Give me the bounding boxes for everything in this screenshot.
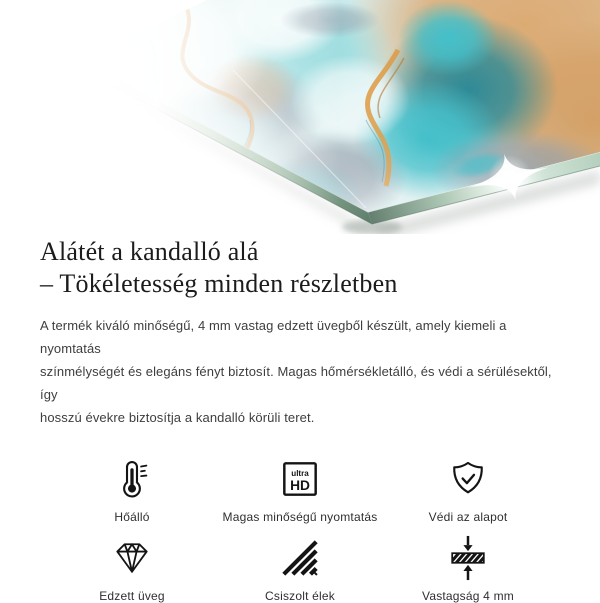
ultra-hd-icon	[281, 455, 319, 503]
feature-heat-resistant	[48, 455, 216, 524]
feature-label: Csiszolt élek	[265, 589, 335, 603]
white-fade	[0, 0, 360, 234]
polished-edges-icon	[280, 534, 320, 582]
feature-label: Hőálló	[114, 510, 150, 524]
shield-check-icon	[446, 455, 490, 503]
feature-protects-base	[384, 455, 552, 524]
ultra-hd-badge-top: ultra	[291, 469, 309, 479]
product-description: A termék kiváló minőségű, 4 mm vastag edzett üvegből készült, amely kiemeli a nyomtatás színmélységét és elegáns fényt biztosít. Magas hőmérsékletálló, és védi a sérülésektől, így hosszú évekre biztosítja a kandalló körüli teret.	[40, 318, 552, 425]
page-title	[40, 236, 560, 300]
feature-grid	[48, 455, 552, 603]
feature-label: Vastagság 4 mm	[422, 589, 514, 603]
feature-thickness	[384, 534, 552, 603]
diamond-icon	[110, 534, 154, 582]
feature-tempered-glass	[48, 534, 216, 603]
compressed-thickness-icon	[445, 534, 491, 582]
feature-label: Edzett üveg	[99, 589, 165, 603]
feature-label: Magas minőségű nyomtatás	[222, 510, 378, 524]
ultra-hd-badge-bottom: HD	[290, 477, 310, 493]
feature-label: Védi az alapot	[428, 510, 508, 524]
product-image	[0, 0, 600, 234]
title-line-2: – Tökéletesség minden részletben	[40, 269, 398, 298]
feature-high-quality-print	[216, 455, 384, 524]
product-info-section	[0, 236, 600, 603]
thermometer-icon	[109, 455, 155, 503]
feature-polished-edges	[216, 534, 384, 603]
title-line-1: Alátét a kandalló alá	[40, 237, 259, 266]
glass-panel-art	[0, 0, 600, 234]
